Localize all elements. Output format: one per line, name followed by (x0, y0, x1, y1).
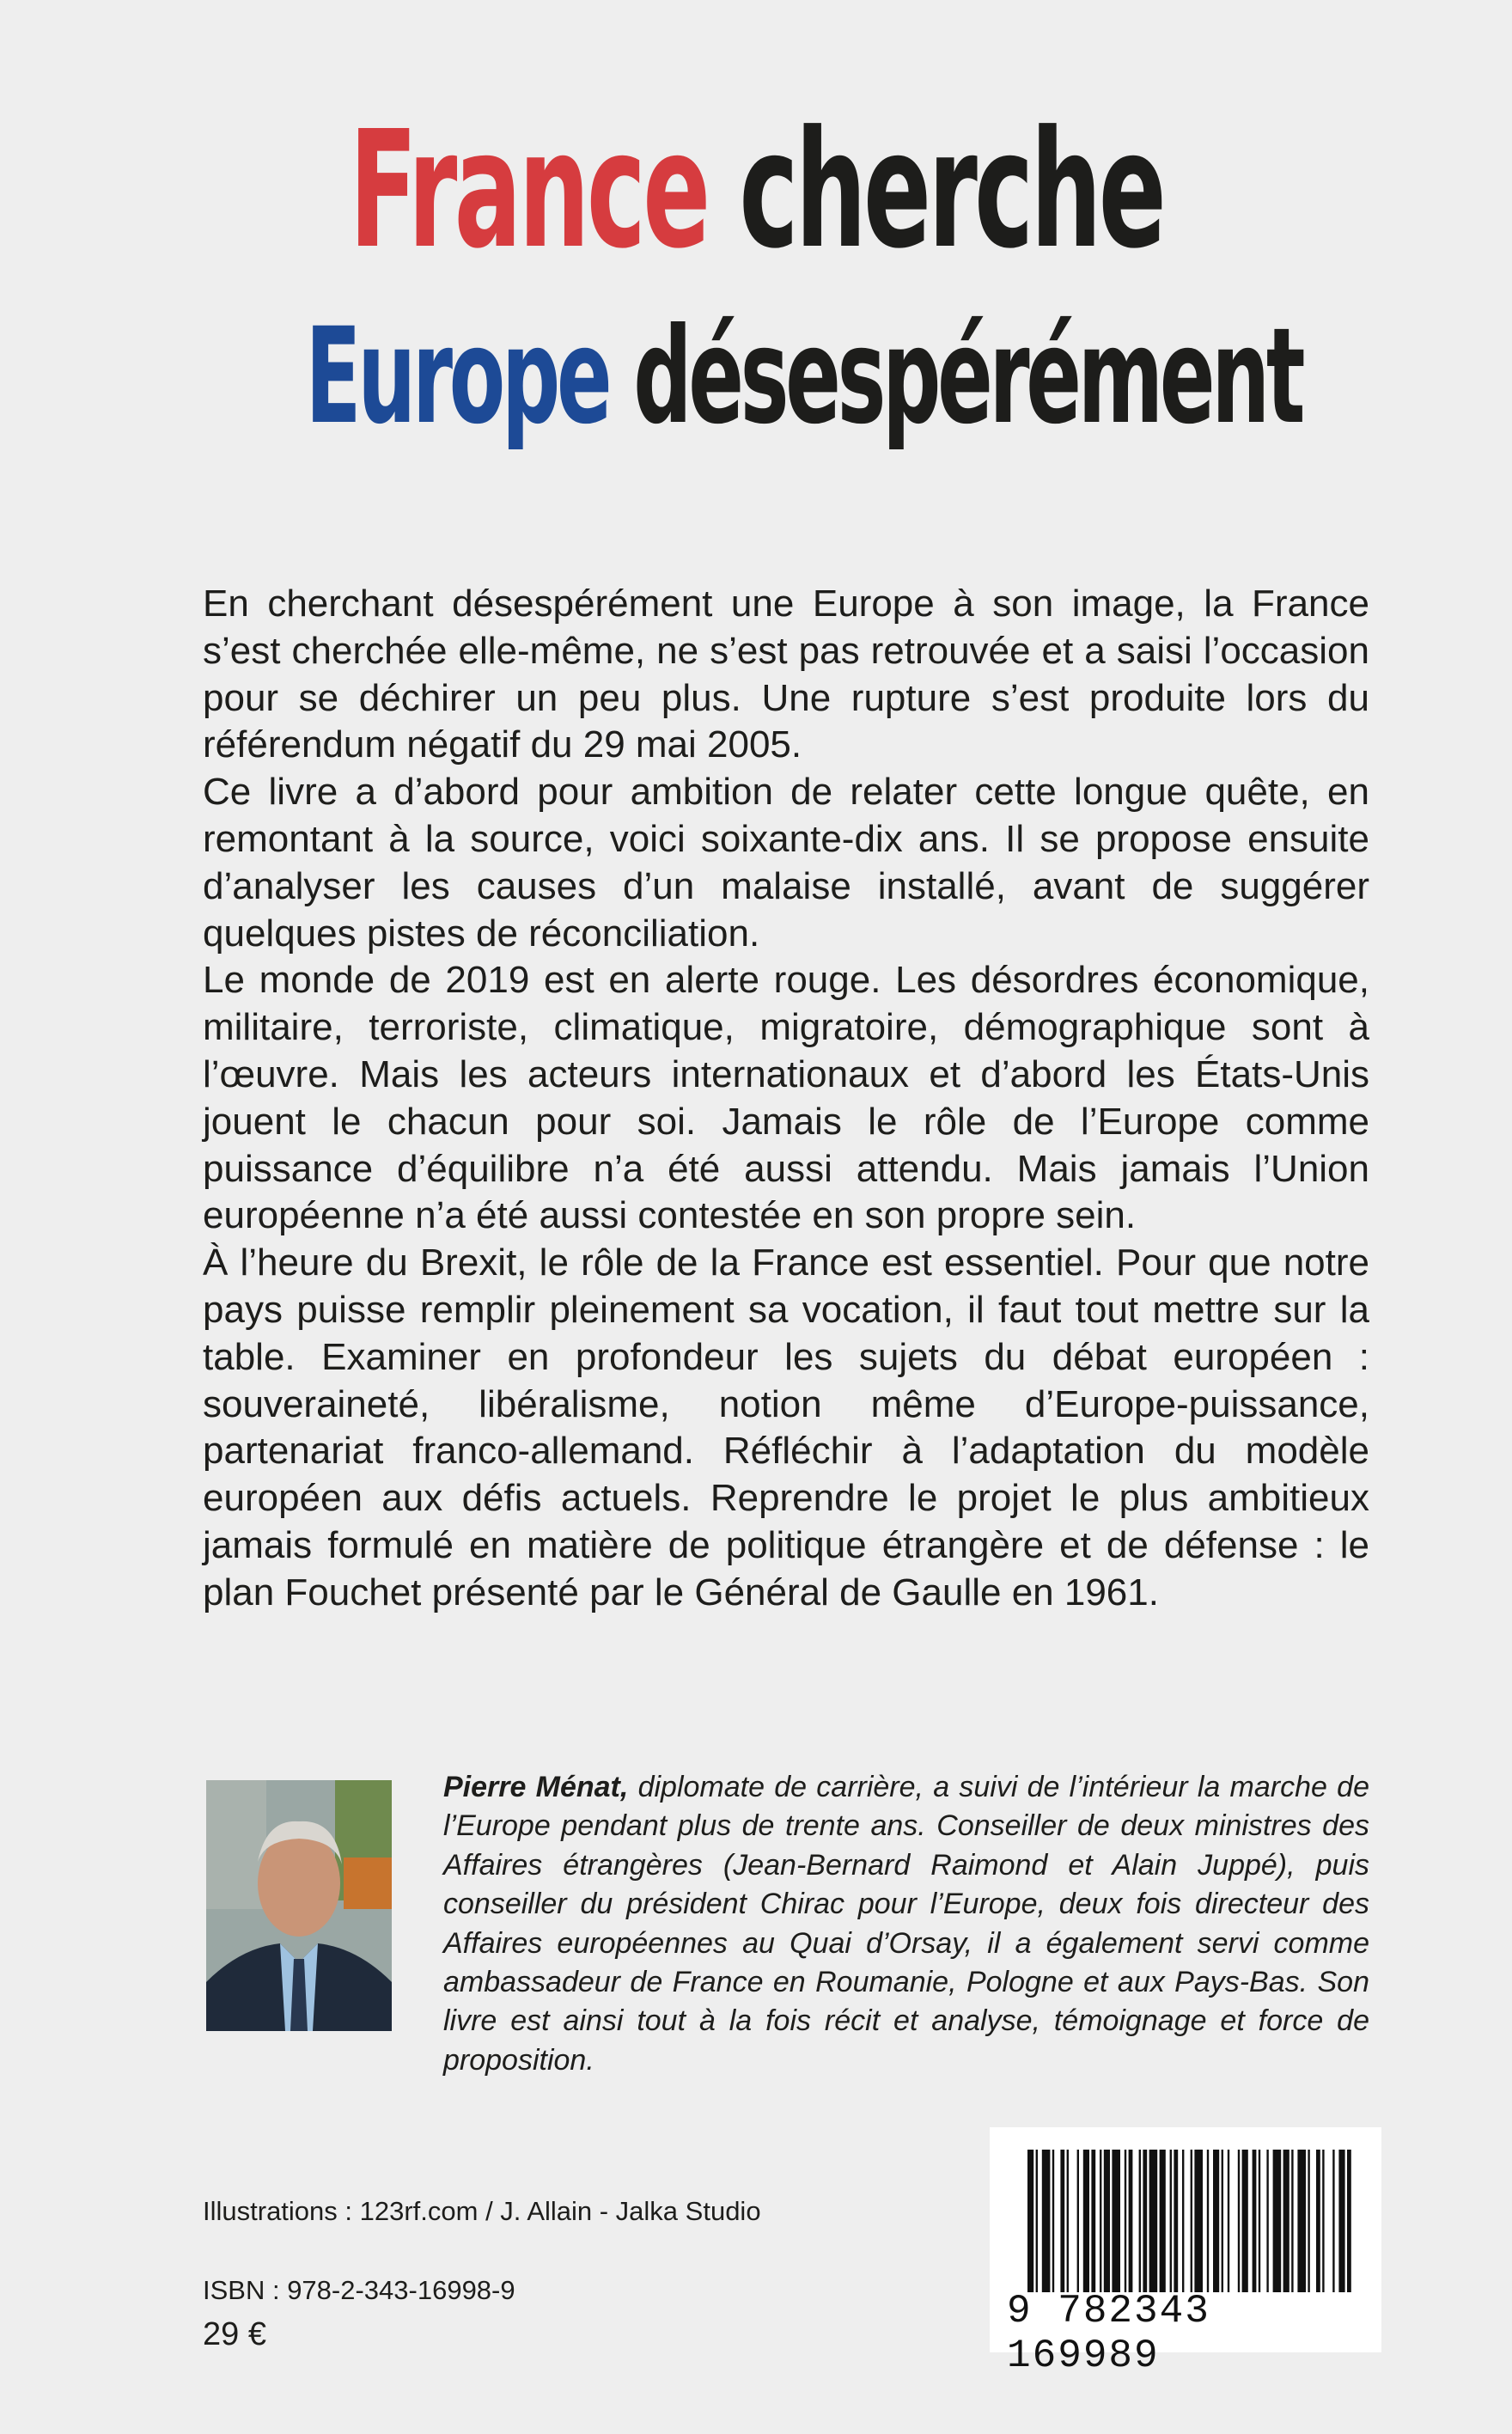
back-cover-blurb (203, 581, 1369, 1617)
barcode-bar (1222, 2150, 1223, 2292)
barcode-bar (1253, 2150, 1257, 2292)
barcode-bar (1228, 2150, 1229, 2292)
barcode-bar (1091, 2150, 1095, 2292)
barcode-bar (1104, 2150, 1110, 2292)
barcode-bar (1036, 2150, 1038, 2292)
book-title-line-2 (0, 300, 1512, 454)
barcode-bar (1207, 2150, 1209, 2292)
author-bio-text: diplomate de carrière, a suivi de l’intérieur la marche de l’Europe pendant plus de trente ans. Conseiller de deux ministres des Affaires étrangères (Jean-Bernard Raimond et Alain Juppé), puis conseiller du président Chirac pour l’Europe, deux fois directeur des Affaires européennes au Quai d’Orsay, il a également servi comme ambassadeur de France en Roumanie, Pologne et aux Pays-Bas. Son livre est ainsi tout à la fois récit et analyse, témoignage et force de proposition. (443, 1771, 1369, 2077)
barcode-bar (1283, 2150, 1289, 2292)
author-name: Pierre Ménat, (443, 1771, 629, 1803)
barcode-bar (1042, 2150, 1051, 2292)
barcode-bar (1182, 2150, 1184, 2292)
barcode-bar (1238, 2150, 1240, 2292)
illustration-credits: Illustrations : 123rf.com / J. Allain - Jalka Studio (203, 2196, 761, 2226)
title-word-cherche: cherche (739, 96, 1163, 284)
barcode-digits: 9 782343 169989 (1007, 2289, 1210, 2378)
barcode-bar (1297, 2150, 1306, 2292)
blurb-paragraph: Le monde de 2019 est en alerte rouge. Les désordres économique, militaire, terroriste, climatique, migratoire, démographique sont à l’œuvre. Mais les acteurs internationaux et d’abord les États-Unis jouent le chacun pour soi. Jamais le rôle de l’Europe comme puissance d’équilibre n’a été aussi attendu. Mais jamais l’Union européenne n’a été aussi contestée en son propre sein. (203, 959, 1369, 1237)
barcode-bar (1259, 2150, 1260, 2292)
barcode-bar (1291, 2150, 1293, 2292)
barcode-bar (1308, 2150, 1309, 2292)
barcode-bar (1129, 2150, 1133, 2292)
barcode-bar (1100, 2150, 1101, 2292)
barcode-bar (1338, 2150, 1344, 2292)
barcode-bar (1242, 2150, 1248, 2292)
barcode-bar (1316, 2150, 1320, 2292)
blurb-paragraph: Ce livre a d’abord pour ambition de relater cette longue quête, en remontant à la source, voici soixante-dix ans. Il se propose ensuite d’analyser les causes d’un malaise installé, avant de suggérer quelques pistes de réconciliation. (203, 771, 1369, 955)
barcode-bar (1160, 2150, 1166, 2292)
book-title-line-1 (0, 96, 1512, 284)
blurb-paragraph: À l’heure du Brexit, le rôle de la France est essentiel. Pour que notre pays puisse remplir pleinement sa vocation, il faut tout mettre sur la table. Examiner en profondeur les sujets du débat européen : souveraineté, libéralisme, notion même d’Europe-puissance, partenariat franco-allemand. Réfléchir à l’adaptation du modèle européen aux défis actuels. Reprendre le projet le plus ambitieux jamais formulé en matière de politique étrangère et de défense : le plan Fouchet présenté par le Général de Gaulle en 1961. (203, 1241, 1369, 1614)
barcode-bar (1332, 2150, 1334, 2292)
barcode-bar (1027, 2150, 1033, 2292)
author-bio (443, 1768, 1369, 2080)
barcode-bar (1149, 2150, 1158, 2292)
barcode (990, 2127, 1381, 2378)
author-photo (206, 1780, 392, 2031)
barcode-bar (1083, 2150, 1089, 2292)
barcode-bar (1112, 2150, 1120, 2292)
barcode-bar (1347, 2150, 1351, 2292)
barcode-bar (1077, 2150, 1079, 2292)
title-word-desesperement: désespérément (633, 300, 1302, 454)
barcode-bar (1174, 2150, 1178, 2292)
barcode-bar (1052, 2150, 1054, 2292)
barcode-bar (1194, 2150, 1203, 2292)
isbn: ISBN : 978-2-343-16998-9 (203, 2275, 515, 2305)
barcode-bar (1143, 2150, 1147, 2292)
barcode-bar (1060, 2150, 1064, 2292)
barcode-bar (1170, 2150, 1172, 2292)
barcode-bar (1067, 2150, 1069, 2292)
title-word-france: France (349, 96, 708, 284)
barcode-bar (1125, 2150, 1126, 2292)
title-word-europe: Europe (305, 300, 609, 454)
barcode-bar (1273, 2150, 1282, 2292)
barcode-bar (1266, 2150, 1268, 2292)
blurb-paragraph: En cherchant désespérément une Europe à son image, la France s’est cherchée elle-même, ne s’est pas retrouvée et a saisi l’occasion pour se déchirer un peu plus. Une rupture s’est produite lors du référendum négatif du 29 mai 2005. (203, 583, 1369, 766)
price: 29 € (203, 2316, 266, 2352)
barcode-bar (1191, 2150, 1192, 2292)
barcode-bar (1322, 2150, 1324, 2292)
barcode-bar (1213, 2150, 1219, 2292)
barcode-bar (1139, 2150, 1141, 2292)
